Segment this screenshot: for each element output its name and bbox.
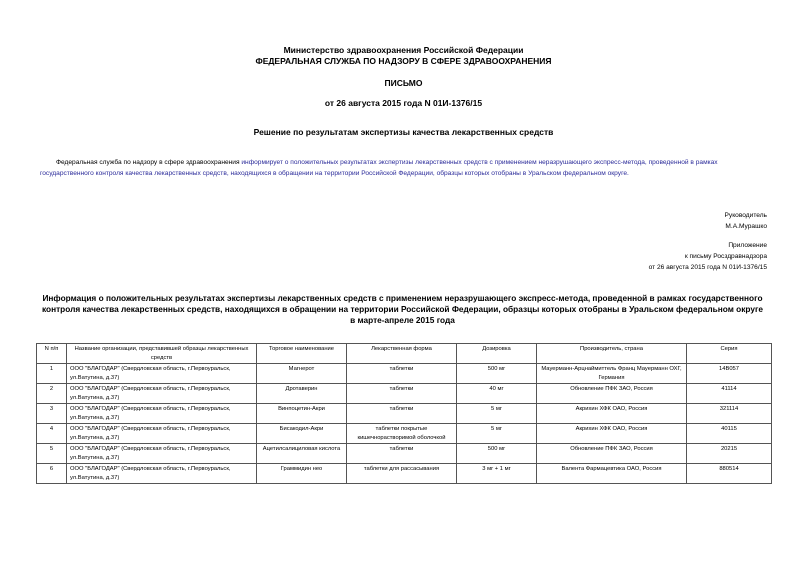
intro-paragraph [40, 157, 770, 179]
cell-dosage-form: таблетки [347, 444, 457, 464]
signature-position: Руководитель [724, 212, 767, 219]
service-name: ФЕДЕРАЛЬНАЯ СЛУЖБА ПО НАДЗОРУ В СФЕРЕ ЗДРАВООХРАНЕНИЯ [255, 56, 552, 66]
cell-manufacturer: Мауерманн-Арцнаймиттель Франц Мауерманн ОХГ, Германия [537, 364, 687, 384]
cell-manufacturer: Акрихин ХФК ОАО, Россия [537, 404, 687, 424]
col-header-trade-name: Торговое наименование [257, 344, 347, 364]
col-header-series: Серия [687, 344, 772, 364]
cell-series: 14В057 [687, 364, 772, 384]
table-row [37, 404, 772, 424]
cell-series: 20215 [687, 444, 772, 464]
cell-trade-name: Винпоцетин-Акри [257, 404, 347, 424]
cell-number: 4 [37, 424, 67, 444]
appendix-line2: от 26 августа 2015 года N 01И-1376/15 [648, 264, 767, 271]
cell-series: 40115 [687, 424, 772, 444]
cell-dosage: 3 мг + 1 мг [457, 464, 537, 484]
cell-dosage-form: таблетки [347, 364, 457, 384]
cell-dosage-form: таблетки [347, 384, 457, 404]
cell-number: 2 [37, 384, 67, 404]
signature-name: М.А.Мурашко [725, 223, 767, 230]
cell-organization: ООО "БЛАГОДАР" (Свердловская область, г.Первоуральск, ул.Ватутина, д.37) [67, 424, 257, 444]
cell-trade-name: Граммидин нео [257, 464, 347, 484]
cell-number: 3 [37, 404, 67, 424]
col-header-manufacturer: Производитель, страна [537, 344, 687, 364]
cell-manufacturer: Обновление ПФК ЗАО, Россия [537, 384, 687, 404]
results-table [36, 343, 772, 484]
col-header-dosage-form: Лекарственная форма [347, 344, 457, 364]
cell-trade-name: Дротаверин [257, 384, 347, 404]
table-row [37, 384, 772, 404]
cell-organization: ООО "БЛАГОДАР" (Свердловская область, г.Первоуральск, ул.Ватутина, д.37) [67, 464, 257, 484]
cell-series: 41114 [687, 384, 772, 404]
cell-dosage: 500 мг [457, 444, 537, 464]
table-header-row [37, 344, 772, 364]
col-header-dosage: Дозировка [457, 344, 537, 364]
info-title: Информация о положительных результатах экспертизы лекарственных средств с применением неразрушающего экспресс-метода, проведенной в рамках государственного контроля качества лекарственных средств, находящихся в обращении на территории Российской Федерации, образцы которых отобраны в Уральском федеральном округе в марте-апреле 2015 года [41, 293, 764, 325]
cell-dosage: 500 мг [457, 364, 537, 384]
cell-number: 6 [37, 464, 67, 484]
cell-organization: ООО "БЛАГОДАР" (Свердловская область, г.Первоуральск, ул.Ватутина, д.37) [67, 364, 257, 384]
cell-dosage: 40 мг [457, 384, 537, 404]
cell-series: 321114 [687, 404, 772, 424]
col-header-organization: Название организации, представившей образцы лекарственных средств [67, 344, 257, 364]
cell-dosage-form: таблетки покрытые кишечнорастворимой оболочкой [347, 424, 457, 444]
intro-lead: Федеральная служба по надзору в сфере здравоохранения [56, 159, 242, 166]
ministry-name: Министерство здравоохранения Российской Федерации [283, 45, 524, 55]
cell-dosage-form: таблетки [347, 404, 457, 424]
intro-link[interactable]: информирует о положительных результатах экспертизы лекарственных средств с применением неразрушающего экспресс-метода, проведенной в рамках государственного контроля качества лекарственных средств, находящихся в обращении на территории Российской Федерации, образцы которых отобраны в Уральском федеральном округе. [40, 159, 718, 177]
appendix-label: Приложение [728, 242, 767, 249]
appendix-line1: к письму Росздравнадзора [684, 253, 767, 260]
table-row [37, 424, 772, 444]
cell-trade-name: Ацетилсалициловая кислота [257, 444, 347, 464]
cell-organization: ООО "БЛАГОДАР" (Свердловская область, г.Первоуральск, ул.Ватутина, д.37) [67, 404, 257, 424]
table-row [37, 444, 772, 464]
cell-organization: ООО "БЛАГОДАР" (Свердловская область, г.Первоуральск, ул.Ватутина, д.37) [67, 384, 257, 404]
cell-series: 880514 [687, 464, 772, 484]
cell-manufacturer: Валента Фармацевтика ОАО, Россия [537, 464, 687, 484]
cell-trade-name: Бисакодил-Акри [257, 424, 347, 444]
cell-manufacturer: Обновление ПФК ЗАО, Россия [537, 444, 687, 464]
cell-dosage-form: таблетки для рассасывания [347, 464, 457, 484]
document-type: ПИСЬМО [384, 78, 423, 88]
cell-number: 1 [37, 364, 67, 384]
cell-dosage: 5 мг [457, 424, 537, 444]
cell-dosage: 5 мг [457, 404, 537, 424]
document-date-number: от 26 августа 2015 года N 01И-1376/15 [324, 98, 483, 108]
cell-number: 5 [37, 444, 67, 464]
cell-trade-name: Магнерот [257, 364, 347, 384]
col-header-number: N п/п [37, 344, 67, 364]
table-row [37, 364, 772, 384]
document-subject: Решение по результатам экспертизы качества лекарственных средств [253, 127, 554, 137]
cell-organization: ООО "БЛАГОДАР" (Свердловская область, г.Первоуральск, ул.Ватутина, д.37) [67, 444, 257, 464]
table-row [37, 464, 772, 484]
cell-manufacturer: Акрихин ХФК ОАО, Россия [537, 424, 687, 444]
